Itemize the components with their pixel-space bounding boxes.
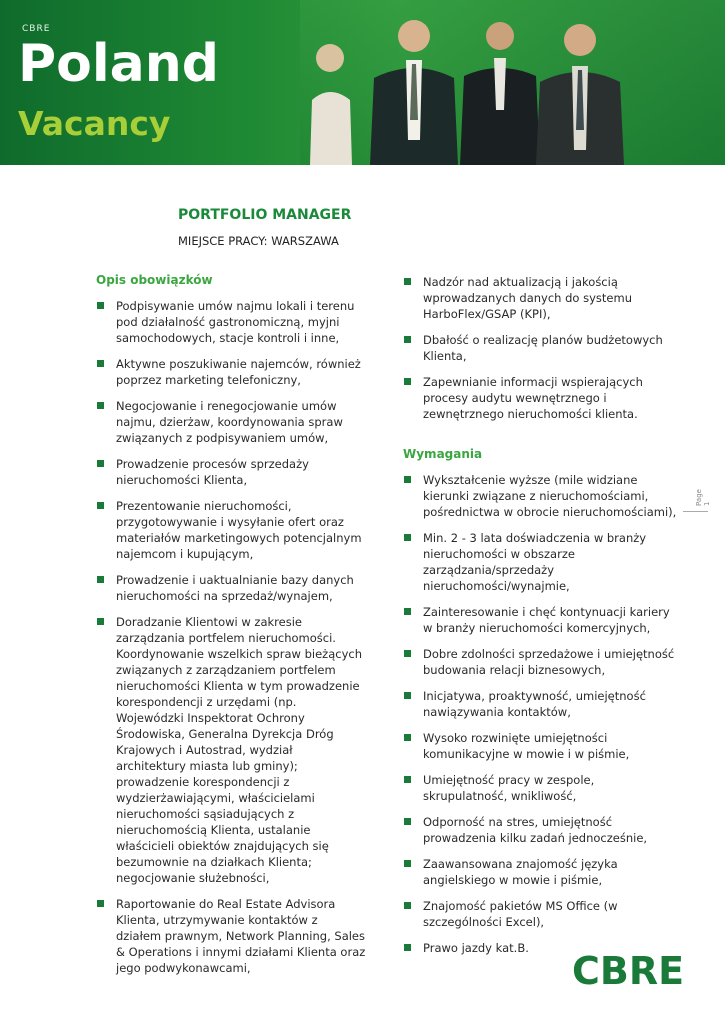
square-bullet-icon (404, 650, 411, 657)
square-bullet-icon (97, 402, 104, 409)
square-bullet-icon (97, 618, 104, 625)
job-title: PORTFOLIO MANAGER (178, 207, 352, 223)
square-bullet-icon (404, 378, 411, 385)
square-bullet-icon (404, 944, 411, 951)
cbre-logo-text: CBRE (572, 951, 684, 991)
list-item: Odporność na stres, umiejętność prowadzenia kilku zadań jednocześnie, (403, 814, 678, 846)
duties-list (96, 298, 366, 976)
list-item: Znajomość pakietów MS Office (w szczególności Excel), (403, 898, 678, 930)
square-bullet-icon (97, 360, 104, 367)
square-bullet-icon (404, 818, 411, 825)
list-item: Zaawansowana znajomość języka angielskiego w mowie i piśmie, (403, 856, 678, 888)
list-item: Podpisywanie umów najmu lokali i terenu pod działalność gastronomiczną, myjni samochodowych, stacje kontroli i inne, (96, 298, 366, 346)
square-bullet-icon (404, 776, 411, 783)
list-item: Prawo jazdy kat.B. (403, 940, 678, 956)
page-number (683, 480, 713, 512)
square-bullet-icon (97, 576, 104, 583)
list-item: Doradzanie Klientowi w zakresie zarządzania portfelem nieruchomości. Koordynowanie wszelkich spraw bieżących związanych z zarządzaniem portfelem nieruchomości Klienta w tym prowadzenie korespondencji z urzędami (np. Wojewódzki Inspektorat Ochrony Środowiska, Generalna Dyrekcja Dróg Krajowych i Autostrad, wydział architektury miasta lub gminy); prowadzenie korespondencji z wydzierżawiającymi, właścicielami nieruchomości sąsiadujących z nieruchomością Klienta, ustalanie właścicieli obiektów znajdujących się bezumownie na działkach Klienta; negocjowanie służebności, (96, 614, 366, 886)
brand-small-label: CBRE (22, 24, 51, 34)
list-item: Wysoko rozwinięte umiejętności komunikacyjne w mowie i w piśmie, (403, 730, 678, 762)
square-bullet-icon (404, 534, 411, 541)
list-item: Zainteresowanie i chęć kontynuacji kariery w branży nieruchomości komercyjnych, (403, 604, 678, 636)
banner-title: Poland (18, 34, 219, 94)
square-bullet-icon (404, 476, 411, 483)
list-item: Dbałość o realizację planów budżetowych Klienta, (403, 332, 678, 364)
square-bullet-icon (97, 460, 104, 467)
list-item: Prowadzenie procesów sprzedaży nieruchomości Klienta, (96, 456, 366, 488)
list-item: Inicjatywa, proaktywność, umiejętność nawiązywania kontaktów, (403, 688, 678, 720)
square-bullet-icon (404, 902, 411, 909)
square-bullet-icon (404, 734, 411, 741)
list-item: Prezentowanie nieruchomości, przygotowywanie i wysyłanie ofert oraz materiałów marketingowych potencjalnym najemcom i kupującym, (96, 498, 366, 562)
business-people-photo (300, 0, 725, 165)
header-banner (0, 0, 725, 165)
list-item: Zapewnianie informacji wspierających procesy audytu wewnętrznego i zewnętrznego nieruchomości klienta. (403, 374, 678, 422)
left-column (96, 272, 366, 986)
cbre-logo (572, 951, 684, 991)
square-bullet-icon (97, 900, 104, 907)
requirements-list (403, 472, 678, 956)
square-bullet-icon (404, 278, 411, 285)
list-item: Negocjowanie i renegocjowanie umów najmu, dzierżaw, koordynowania spraw związanych z podpisywaniem umów, (96, 398, 366, 446)
duties-heading: Opis obowiązków (96, 273, 213, 287)
right-column (403, 274, 678, 966)
list-item: Dobre zdolności sprzedażowe i umiejętność budowania relacji biznesowych, (403, 646, 678, 678)
square-bullet-icon (404, 692, 411, 699)
list-item: Min. 2 - 3 lata doświadczenia w branży nieruchomości w obszarze zarządzania/sprzedaży nieruchomości/wynajmie, (403, 530, 678, 594)
list-item: Wykształcenie wyższe (mile widziane kierunki związane z nieruchomościami, pośrednictwa w obrocie nieruchomościami), (403, 472, 678, 520)
requirements-heading: Wymagania (403, 447, 483, 461)
list-item: Umiejętność pracy w zespole, skrupulatność, wnikliwość, (403, 772, 678, 804)
list-item: Aktywne poszukiwanie najemców, również poprzez marketing telefoniczny, (96, 356, 366, 388)
square-bullet-icon (404, 336, 411, 343)
list-item: Prowadzenie i uaktualnianie bazy danych nieruchomości na sprzedaż/wynajem, (96, 572, 366, 604)
square-bullet-icon (97, 302, 104, 309)
square-bullet-icon (404, 608, 411, 615)
banner-subtitle: Vacancy (18, 104, 171, 143)
duties-list-continued (403, 274, 678, 422)
page-divider (683, 511, 708, 512)
square-bullet-icon (97, 502, 104, 509)
job-location: MIEJSCE PRACY: WARSZAWA (178, 234, 339, 248)
square-bullet-icon (404, 860, 411, 867)
list-item: Raportowanie do Real Estate Advisora Klienta, utrzymywanie kontaktów z działem prawnym, Network Planning, Sales & Operations i innymi działami Klienta oraz jego podwykonawcami, (96, 896, 366, 976)
list-item: Nadzór nad aktualizacją i jakością wprowadzanych danych do systemu HarboFlex/GSAP (KPI), (403, 274, 678, 322)
page-number-label: Page 1 (695, 489, 711, 506)
